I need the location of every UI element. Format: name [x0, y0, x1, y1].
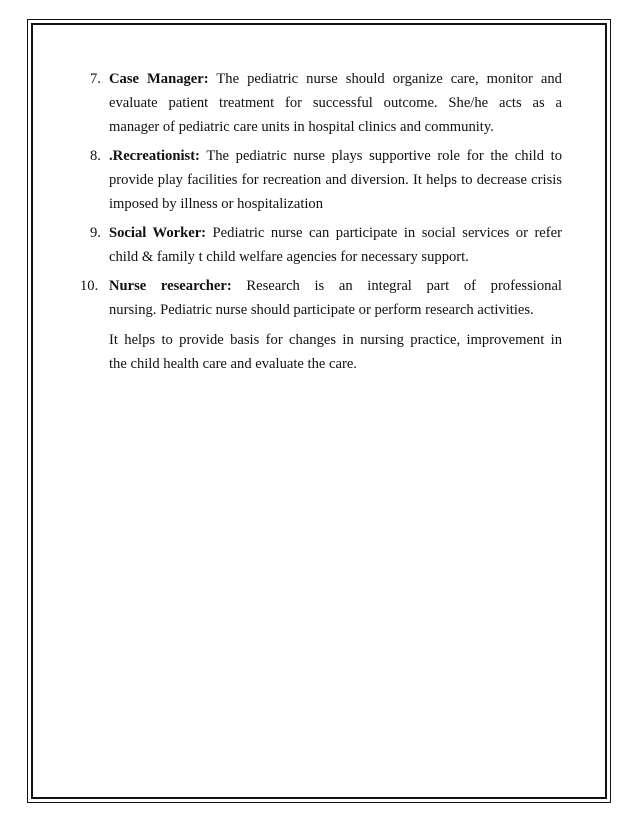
list-item-text: the child health care and evaluate the care. [109, 356, 357, 372]
list-item-title: Nurse researcher: [109, 278, 232, 294]
document-body [80, 67, 562, 381]
list-item-number: 9. [90, 225, 101, 241]
list-item-text: Pediatric nurse can participate in social services or refer [212, 225, 562, 241]
list-item-text: It helps to provide basis for changes in nursing practice, improvement in [109, 332, 562, 348]
list-item-text: child & family t child welfare agencies for necessary support. [109, 249, 469, 265]
list-item-text: Research is an integral part of professional [246, 278, 562, 294]
list-item-social-worker [90, 221, 562, 269]
list-item-case-manager [90, 67, 562, 139]
list-item-recreationist [90, 144, 562, 216]
list-item-text: The pediatric nurse plays supportive role for the child to [206, 148, 562, 164]
list-item-text: manager of pediatric care units in hospital clinics and community. [109, 119, 494, 135]
list-item-number: 10. [80, 278, 99, 294]
list-item-nurse-researcher [80, 274, 562, 376]
list-item-number: 7. [90, 71, 101, 87]
list-item-text: imposed by illness or hospitalization [109, 196, 324, 212]
list-item-text: provide play facilities for recreation and diversion. It helps to decrease crisis [109, 172, 562, 188]
list-item-number: 8. [90, 148, 101, 164]
list-item-text: The pediatric nurse should organize care, monitor and [216, 71, 562, 87]
list-item-text: nursing. Pediatric nurse should participate or perform research activities. [109, 302, 534, 318]
list-item-title: .Recreationist: [109, 148, 200, 164]
list-item-title: Social Worker: [109, 225, 207, 241]
list-item-title: Case Manager: [109, 71, 209, 87]
list-item-text: evaluate patient treatment for successful outcome. She/he acts as a [109, 95, 562, 111]
